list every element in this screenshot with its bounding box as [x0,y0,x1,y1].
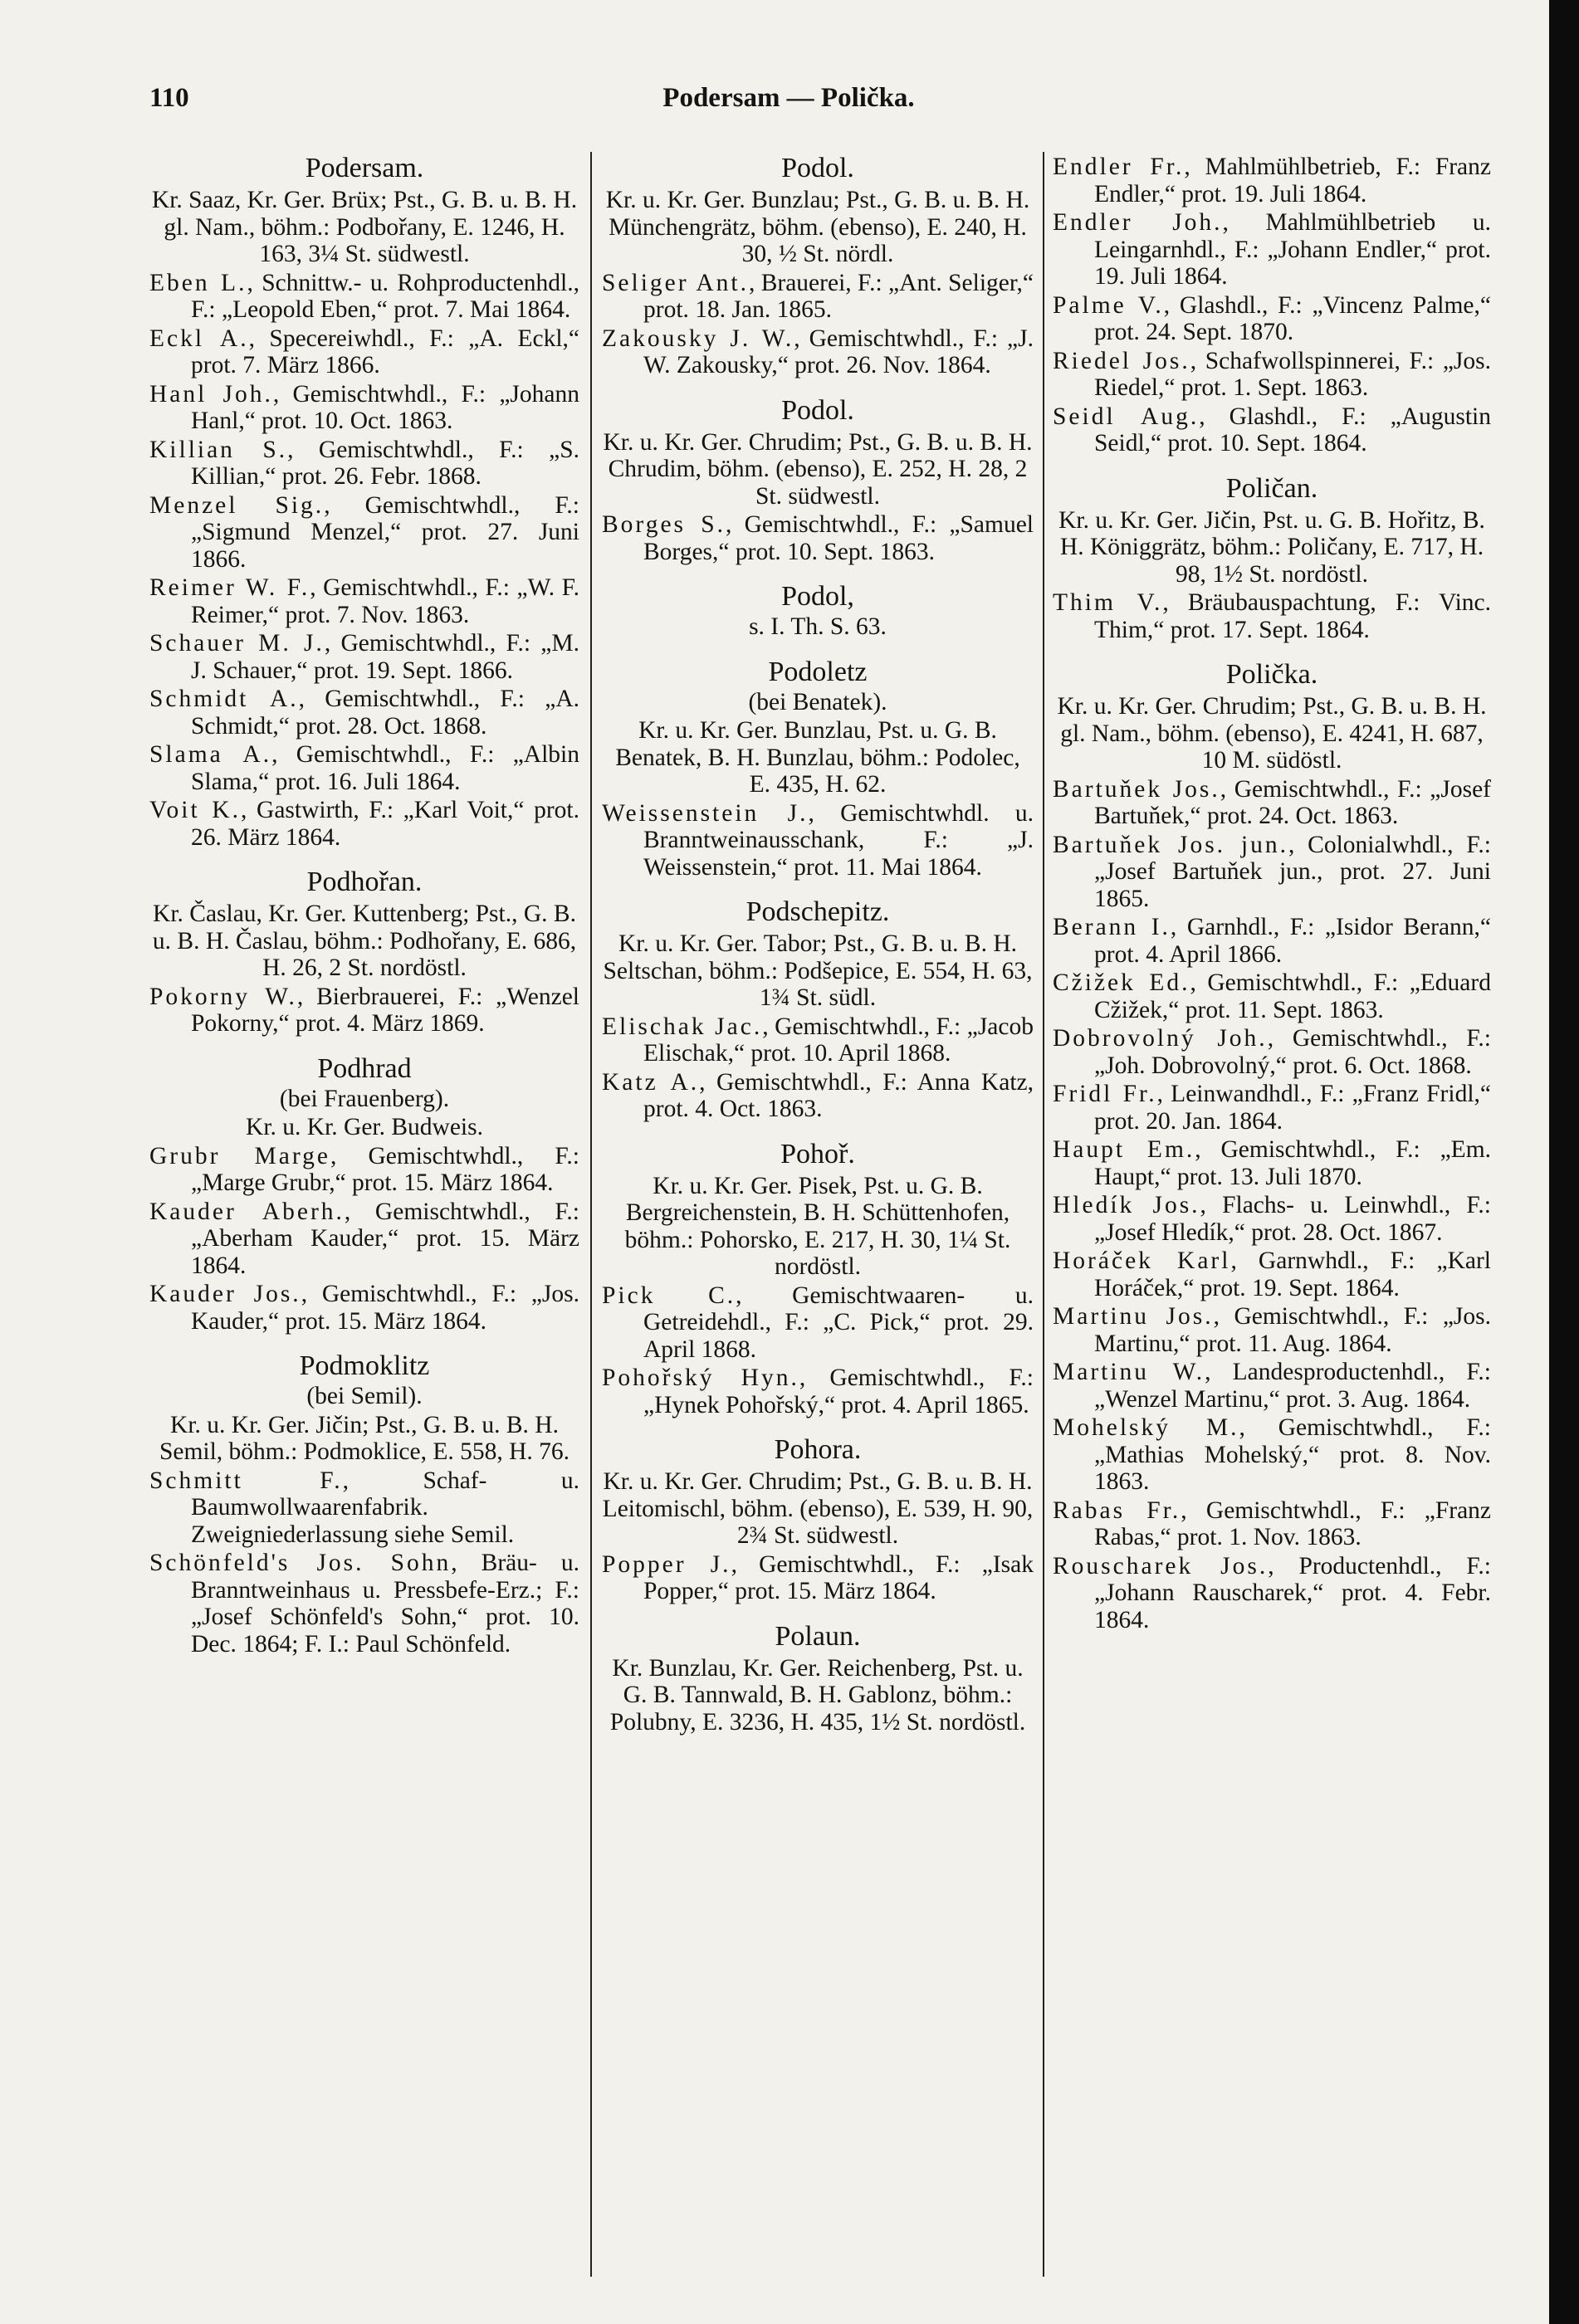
business-entry [1053,589,1491,643]
business-name: Schauer M. J. [149,630,325,657]
place-heading: Pohoř. [780,1138,855,1169]
place-info: Kr. Bunzlau, Kr. Ger. Reichenberg, Pst. u. G. B. Tannwald, B. H. Gablonz, böhm.: Polubny, E. 3236, H. 435, 1½ St. nordöstl. [609,1654,1026,1736]
business-entry [149,1143,579,1197]
business-details: , Bräu- u. Branntweinhaus u. Pressbefe-Erz.; F.: „Josef Schönfeld's Sohn,“ prot. 10. Dec. 1864; F. I.: Paul Schönfeld. [191,1550,579,1658]
place-subheading: (bei Semil). [306,1383,423,1409]
place-heading: Pohora. [774,1434,862,1465]
business-entry [1053,154,1491,208]
business-details: , Schafwollspinnerei, F.: „Jos. Riedel,“ prot. 1. Sept. 1863. [1094,347,1491,401]
business-entry [1053,914,1491,968]
business-details: , Gemischtwhdl., F.: „Jos. Kauder,“ prot. 15. März 1864. [191,1281,579,1335]
place-info: Kr. u. Kr. Ger. Pisek, Pst. u. G. B. Bergreichenstein, B. H. Schüttenhofen, böhm.: Pohorsko, E. 217, H. 30, 1¼ St. nordöstl. [624,1172,1011,1280]
business-name: Fridl Fr. [1053,1081,1157,1107]
place-info: Kr. u. Kr. Ger. Budweis. [246,1114,483,1140]
business-details: , Gemischtwhdl., F.: „W. F. Reimer,“ prot. 7. Nov. 1863. [191,574,579,628]
business-entry [1053,348,1491,402]
business-name: Borges S. [602,511,726,538]
business-entry [149,381,579,435]
business-details: , Specereiwhdl., F.: „A. Eckl,“ prot. 7. März 1866. [191,325,579,378]
business-details: , Gemischtwhdl., F.: Anna Katz, prot. 4. Oct. 1863. [643,1068,1034,1122]
place-subheading: s. I. Th. S. 63. [749,613,887,640]
business-entry [1053,1025,1491,1079]
business-details: , Gemischtwhdl., F.: „Marge Grubr,“ prot. 15. März 1864. [191,1142,579,1196]
business-entry [1053,209,1491,290]
business-name: Martinu Jos. [1053,1303,1214,1330]
business-entry [1053,1553,1491,1634]
business-entry [1053,1303,1491,1357]
business-entry [1053,969,1491,1023]
business-entry [149,741,579,795]
place-heading: Podersam. [305,153,424,183]
page-header [141,83,1436,133]
business-name: Bartuňek Jos. [1053,775,1220,803]
business-entry [149,270,579,324]
place-info: Kr. u. Kr. Ger. Chrudim; Pst., G. B. u. B. H. Leitomischl, böhm. (ebenso), E. 539, H. 90, 2¾ St. südwestl. [602,1468,1034,1549]
business-entry [602,1013,1034,1067]
business-details: , Gemischtwhdl., F.: „Jacob Elischak,“ prot. 10. April 1868. [643,1013,1034,1067]
place-info: Kr. u. Kr. Ger. Bunzlau, Pst. u. G. B. Benatek, B. H. Bunzlau, böhm.: Podolec, E. 435, H. 62. [615,717,1020,798]
business-name: Pick C. [602,1282,736,1309]
business-details: , Gemischtwhdl., F.: „A. Schmidt,“ prot. 28. Oct. 1868. [191,686,579,740]
business-name: Voit K. [149,797,241,823]
business-details: , Gemischtwhdl., F.: „Isak Popper,“ prot. 15. März 1864. [643,1550,1034,1604]
business-name: Martinu W. [1053,1359,1205,1385]
business-entry [1053,1081,1491,1135]
business-details: , Mahlmühlbetrieb u. Leingarnhdl., F.: „Johann Endler,“ prot. 19. Juli 1864. [1094,209,1491,290]
business-name: Berann I. [1053,914,1171,940]
page-number: 110 [149,83,189,113]
business-details: , Gemischtwhdl., F.: „Franz Rabas,“ prot. 1. Nov. 1863. [1094,1496,1491,1550]
business-entry [149,1467,579,1549]
business-details: , Schnittw.- u. Rohproductenhdl., F.: „Leopold Eben,“ prot. 7. Mai 1864. [191,269,579,323]
place-info: Kr. u. Kr. Ger. Chrudim; Pst., G. B. u. B. H. gl. Nam., böhm. (ebenso), E. 4241, H. 687, 10 M. südöstl. [1057,693,1487,774]
business-entry [602,1069,1034,1123]
place-info: Kr. u. Kr. Ger. Jičin; Pst., G. B. u. B. H. Semil, böhm.: Podmoklice, E. 558, H. 76. [159,1411,570,1465]
business-details: , Glashdl., F.: „Augustin Seidl,“ prot. 10. Sept. 1864. [1094,403,1491,456]
business-details: , Garnhdl., F.: „Isidor Berann,“ prot. 4. April 1866. [1094,914,1491,968]
business-name: Zakousky J. W. [602,325,794,352]
business-details: , Bierbrauerei, F.: „Wenzel Pokorny,“ prot. 4. März 1869. [191,983,579,1037]
business-details: , Colonialwhdl., F.: „Josef Bartuňek jun., prot. 27. Juni 1865. [1094,831,1491,912]
business-entry [1053,1359,1491,1413]
business-entry [602,1365,1034,1418]
business-details: , Gemischtwhdl., F.: „Johann Hanl,“ prot. 10. Oct. 1863. [191,380,579,434]
business-details: , Mahlmühlbetrieb, F.: Franz Endler,“ prot. 19. Juli 1864. [1094,154,1491,208]
business-name: Killian S. [149,436,288,463]
business-name: Menzel Sig. [149,491,325,519]
place-info: Kr. Časlau, Kr. Ger. Kuttenberg; Pst., G. B. u. B. H. Časlau, böhm.: Podhořany, E. 686, H. 26, 2 St. nordöstl. [152,901,577,981]
business-name: Kauder Jos. [149,1281,301,1307]
column-rule [1043,152,1044,2277]
business-name: Elischak Jac. [602,1013,763,1040]
business-name: Horáček Karl [1053,1247,1231,1274]
business-entry [1053,292,1491,346]
business-name: Eckl A. [149,325,249,352]
business-entry [1053,1247,1491,1301]
place-info: Kr. u. Kr. Ger. Tabor; Pst., G. B. u. B. H. Seltschan, böhm.: Podšepice, E. 554, H. 63, 1¾ St. südl. [603,930,1033,1011]
business-details: , Garnwhdl., F.: „Karl Horáček,“ prot. 19. Sept. 1864. [1094,1247,1491,1301]
place-heading: Podoletz [768,656,868,687]
place-info: Kr. u. Kr. Ger. Jičin, Pst. u. G. B. Hořitz, B. H. Königgrätz, böhm.: Poličany, E. 717, H. 98, 1½ St. nordöstl. [1058,506,1485,588]
business-details: , Gemischtwaaren- u. Getreidehdl., F.: „C. Pick,“ prot. 29. April 1868. [643,1282,1034,1363]
business-name: Mohelský M. [1053,1414,1239,1441]
business-name: Slama A. [149,741,272,768]
business-details: , Bräubauspachtung, F.: Vinc. Thim,“ prot. 17. Sept. 1864. [1094,589,1491,643]
business-details: , Gastwirth, F.: „Karl Voit,“ prot. 26. März 1864. [191,797,579,851]
business-entry [602,325,1034,379]
column-rule [590,152,592,2277]
business-name: Seidl Aug. [1053,403,1200,430]
place-heading: Podol. [781,153,854,183]
place-info: Kr. u. Kr. Ger. Bunzlau; Pst., G. B. u. B. H. Münchengrätz, böhm. (ebenso), E. 240, H. 30, ½ St. nördl. [605,187,1030,267]
place-info: Kr. Saaz, Kr. Ger. Brüx; Pst., G. B. u. B. H. gl. Nam., böhm.: Podbořany, E. 1246, H. 163, 3¼ St. südwestl. [151,187,578,267]
place-subheading: (bei Frauenberg). [279,1085,450,1112]
business-details: , Glashdl., F.: „Vincenz Palme,“ prot. 24. Sept. 1870. [1094,291,1491,345]
business-entry [149,686,579,740]
business-entry [1053,776,1491,830]
business-entry [1053,832,1491,913]
place-heading: Podmoklitz [299,1350,430,1381]
place-heading: Podol, [781,581,854,612]
column-3 [1053,152,1491,2293]
place-subheading: (bei Benatek). [748,688,887,715]
business-name: Palme V. [1053,291,1164,319]
business-entry [149,1550,579,1658]
business-details: , Gemischtwhdl., F.: „Mathias Mohelský,“ prot. 8. Nov. 1863. [1094,1414,1491,1495]
business-name: Pokorny W. [149,983,297,1010]
business-entry [149,1281,579,1335]
business-details: , Gemischtwhdl., F.: „S. Killian,“ prot. 26. Febr. 1868. [191,436,579,490]
business-entry [149,574,579,628]
business-details: , Gemischtwhdl., F.: „Samuel Borges,“ prot. 10. Sept. 1863. [643,511,1034,565]
business-details: , Brauerei, F.: „Ant. Seliger,“ prot. 18. Jan. 1865. [643,269,1034,323]
business-entry [602,800,1034,881]
column-1 [149,152,579,2293]
business-details: , Gemischtwhdl., F.: „Joh. Dobrovolný,“ prot. 6. Oct. 1868. [1094,1025,1491,1079]
business-details: , Leinwandhdl., F.: „Franz Fridl,“ prot. 20. Jan. 1864. [1094,1081,1491,1135]
business-name: Rouscharek Jos. [1053,1552,1269,1579]
business-entry [149,630,579,684]
business-name: Endler Joh. [1053,209,1223,236]
business-entry [602,511,1034,565]
business-entry [1053,1136,1491,1190]
business-name: Eben L. [149,269,247,296]
place-heading: Polička. [1225,659,1318,690]
place-heading: Poličan. [1225,472,1318,504]
business-details: , Gemischtwhdl., F.: „J. W. Zakousky,“ prot. 26. Nov. 1864. [643,325,1034,378]
business-details: , Gemischtwhdl., F.: „Eduard Cžižek,“ prot. 11. Sept. 1863. [1094,969,1491,1023]
business-name: Schmidt A. [149,686,299,712]
business-details: , Gemischtwhdl., F.: „Aberham Kauder,“ prot. 15. März 1864. [191,1198,579,1279]
place-heading: Podhrad [317,1052,412,1084]
business-name: Riedel Jos. [1053,347,1190,374]
business-details: , Productenhdl., F.: „Johann Rauscharek,“ prot. 4. Febr. 1864. [1094,1552,1491,1633]
business-name: Reimer W. F. [149,574,310,601]
business-name: Schönfeld's Jos. Sohn [149,1550,452,1576]
business-entry [149,492,579,574]
business-details: , Schaf- u. Baumwollwaarenfabrik. Zweigniederlassung siehe Semil. [191,1467,579,1548]
business-entry [149,325,579,379]
business-entry [602,1551,1034,1605]
business-details: , Gemischtwhdl., F.: „Jos. Martinu,“ prot. 11. Aug. 1864. [1094,1303,1491,1357]
business-name: Kauder Aberh. [149,1198,345,1225]
business-name: Cžižek Ed. [1053,969,1190,996]
business-entry [149,984,579,1038]
place-heading: Podschepitz. [746,896,890,927]
business-entry [1053,1414,1491,1496]
business-entry [1053,403,1491,457]
business-entry [149,437,579,491]
business-details: , Gemischtwhdl., F.: „M. J. Schauer,“ prot. 19. Sept. 1866. [191,630,579,684]
business-name: Pohořský Hyn. [602,1365,799,1391]
business-entry [602,1282,1034,1364]
business-name: Katz A. [602,1068,700,1096]
business-details: , Gemischtwhdl., F.: „Josef Bartuňek,“ prot. 24. Oct. 1863. [1094,775,1491,829]
place-heading: Podhořan. [306,867,423,897]
business-name: Hledík Jos. [1053,1192,1200,1218]
business-entry [602,270,1034,324]
business-name: Haupt Em. [1053,1136,1195,1163]
business-entry [1053,1497,1491,1551]
business-name: Bartuňek Jos. jun. [1053,831,1288,858]
business-details: , Gemischtwhdl., F.: „Sigmund Menzel,“ prot. 27. Juni 1866. [191,491,579,573]
business-name: Seliger Ant. [602,269,749,296]
business-name: Popper J. [602,1550,731,1578]
business-name: Hanl Joh. [149,380,273,408]
business-name: Thim V. [1053,589,1163,616]
column-2 [602,152,1034,2293]
business-entry [1053,1192,1491,1246]
running-head: Podersam — Polička. [662,83,915,113]
place-heading: Podol. [781,394,854,426]
business-entry [149,797,579,851]
business-name: Dobrovolný Joh. [1053,1025,1268,1052]
place-heading: Polaun. [775,1620,861,1652]
business-details: , Gemischtwhdl., F.: „Em. Haupt,“ prot. 13. Juli 1870. [1094,1136,1491,1190]
place-info: Kr. u. Kr. Ger. Chrudim; Pst., G. B. u. B. H. Chrudim, böhm. (ebenso), E. 252, H. 28, 2 St. südwestl. [603,428,1033,510]
business-details: , Gemischtwhdl., F.: „Albin Slama,“ prot. 16. Juli 1864. [191,741,579,795]
business-details: , Flachs- u. Leinwhdl., F.: „Josef Hledík,“ prot. 28. Oct. 1867. [1094,1192,1491,1246]
business-details: , Gemischtwhdl. u. Branntweinausschank, F.: „J. Weissenstein,“ prot. 11. Mai 1864. [643,799,1034,881]
business-details: , Landesproductenhdl., F.: „Wenzel Martinu,“ prot. 3. Aug. 1864. [1094,1359,1491,1413]
business-name: Schmitt F. [149,1467,343,1494]
business-name: Weissenstein J. [602,799,809,827]
business-name: Endler Fr. [1053,154,1185,180]
business-details: , Gemischtwhdl., F.: „Hynek Pohořský,“ prot. 4. April 1865. [643,1365,1034,1418]
business-name: Grubr Marge [149,1142,330,1169]
business-name: Rabas Fr. [1053,1496,1181,1524]
business-entry [149,1199,579,1280]
